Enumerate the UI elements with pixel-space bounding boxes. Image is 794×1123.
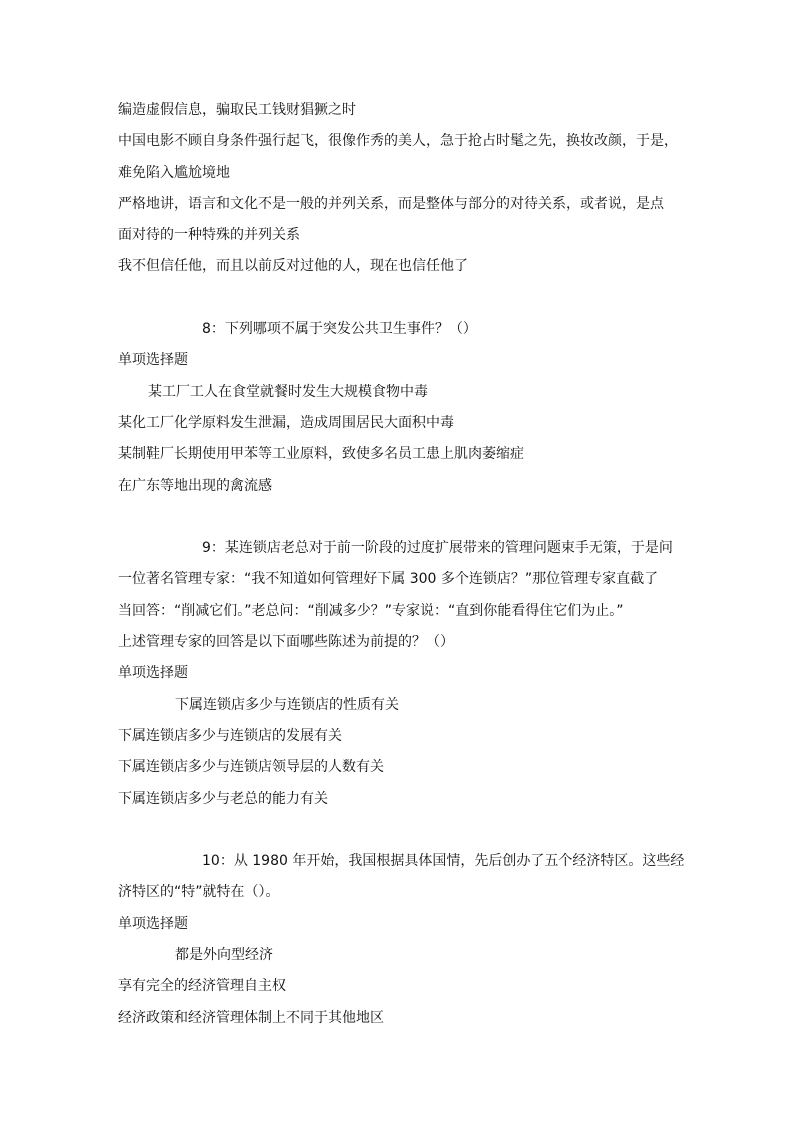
question-text: 当回答：“削减它们。”老总问：“削减多少？”专家说：“直到你能看得住它们为止。” [118, 602, 624, 619]
question-type: 单项选择题 [118, 915, 188, 932]
option: 下属连锁店多少与连锁店的性质有关 [175, 696, 399, 713]
option: 经济政策和经济管理体制上不同于其他地区 [118, 1009, 384, 1026]
question-text: 10：从 1980 年开始，我国根据具体国情，先后创办了五个经济特区。这些经 [202, 853, 685, 870]
question-type: 单项选择题 [118, 352, 188, 369]
question-8 [118, 314, 688, 502]
text-line: 中国电影不顾自身条件强行起飞，很像作秀的美人，急于抢占时髦之先，换妆改颜，于是， [118, 133, 678, 150]
option: 下属连锁店多少与连锁店领导层的人数有关 [118, 759, 384, 776]
question-text: 8：下列哪项不属于突发公共卫生事件？（） [202, 321, 477, 338]
question-10 [118, 846, 688, 1034]
intro-text [118, 95, 688, 283]
question-text: 上述管理专家的回答是以下面哪些陈述为前提的？（） [118, 634, 454, 651]
text-line: 严格地讲，语言和文化不是一般的并列关系，而是整体与部分的对待关系，或者说，是点 [118, 195, 664, 212]
text-line: 编造虚假信息，骗取民工钱财猖獗之时 [118, 102, 356, 118]
question-type: 单项选择题 [118, 665, 188, 682]
option: 某工厂工人在食堂就餐时发生大规模食物中毒 [148, 383, 428, 400]
question-9 [118, 533, 688, 815]
question-text: 济特区的“特”就特在（）。 [118, 884, 280, 901]
option: 在广东等地出现的禽流感 [118, 477, 272, 494]
option: 某化工厂化学原料发生泄漏，造成周围居民大面积中毒 [118, 414, 454, 431]
option: 下属连锁店多少与老总的能力有关 [118, 790, 328, 807]
text-line: 难免陷入尴尬境地 [118, 164, 230, 181]
question-text: 9：某连锁店老总对于前一阶段的过度扩展带来的管理问题束手无策，于是问 [202, 540, 673, 557]
option: 某制鞋厂长期使用甲苯等工业原料，致使多名员工患上肌肉萎缩症 [118, 446, 524, 463]
text-line: 我不但信任他，而且以前反对过他的人，现在也信任他了 [118, 258, 468, 275]
document-page [118, 95, 688, 1034]
option: 下属连锁店多少与连锁店的发展有关 [118, 727, 342, 744]
text-line: 面对待的一种特殊的并列关系 [118, 227, 300, 244]
question-text: 一位著名管理专家：“我不知道如何管理好下属 300 多个连锁店？”那位管理专家直截了 [118, 571, 659, 588]
option: 都是外向型经济 [175, 947, 273, 964]
option: 享有完全的经济管理自主权 [118, 978, 286, 995]
